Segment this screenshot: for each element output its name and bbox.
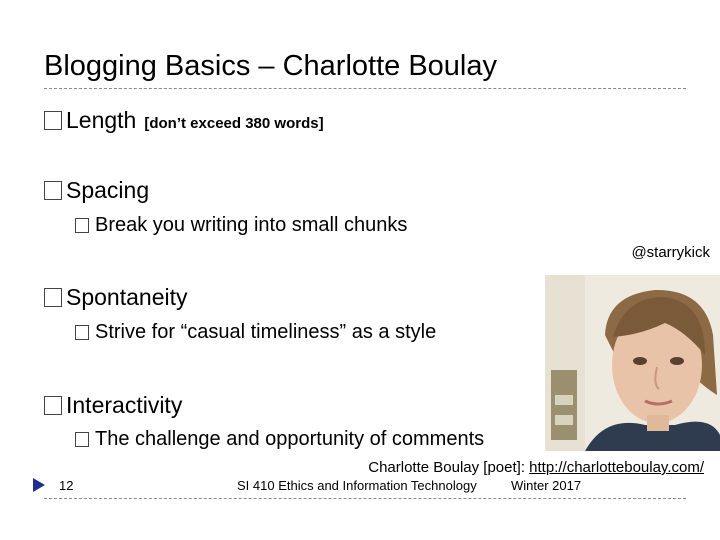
- square-bullet-icon: [44, 181, 62, 200]
- bullet-label: Length: [66, 107, 137, 133]
- photo-caption: [368, 459, 704, 476]
- bullet-length: [44, 106, 324, 138]
- sub-bullet-spontaneity: [75, 319, 436, 345]
- bullet-interactivity: [44, 391, 182, 419]
- portrait-image: [545, 275, 720, 451]
- square-bullet-icon: [75, 218, 89, 233]
- square-bullet-icon: [44, 396, 62, 415]
- footer-divider: [44, 498, 686, 499]
- footer-term: Winter 2017: [511, 478, 582, 493]
- sub-bullet-text: Strive for “casual timeliness” as a style: [95, 321, 437, 343]
- square-bullet-icon: [44, 288, 62, 307]
- bullet-label: Spontaneity: [66, 284, 188, 310]
- slide-title: Blogging Basics – Charlotte Boulay: [44, 50, 497, 82]
- portrait-photo: [545, 275, 720, 451]
- sub-bullet-text: The challenge and opportunity of comments: [95, 428, 485, 450]
- bullet-label: Spacing: [66, 177, 150, 203]
- caption-link[interactable]: http://charlotteboulay.com/: [529, 459, 704, 476]
- square-bullet-icon: [44, 111, 62, 130]
- square-bullet-icon: [75, 432, 89, 447]
- footer-course: SI 410 Ethics and Information Technology: [237, 478, 477, 493]
- slide-number: 12: [59, 478, 74, 493]
- bullet-spacing: [44, 176, 149, 204]
- bullet-spontaneity: [44, 283, 187, 311]
- bullet-label: Interactivity: [66, 392, 183, 418]
- caption-prefix: Charlotte Boulay [poet]:: [368, 459, 530, 476]
- twitter-handle: @starrykick: [631, 244, 710, 261]
- title-divider: [44, 88, 686, 89]
- bullet-note: [don’t exceed 380 words]: [144, 115, 324, 132]
- sub-bullet-text: Break you writing into small chunks: [95, 214, 408, 236]
- sub-bullet-spacing: [75, 212, 407, 238]
- play-arrow-icon: [33, 478, 45, 492]
- square-bullet-icon: [75, 325, 89, 340]
- sub-bullet-interactivity: [75, 426, 484, 452]
